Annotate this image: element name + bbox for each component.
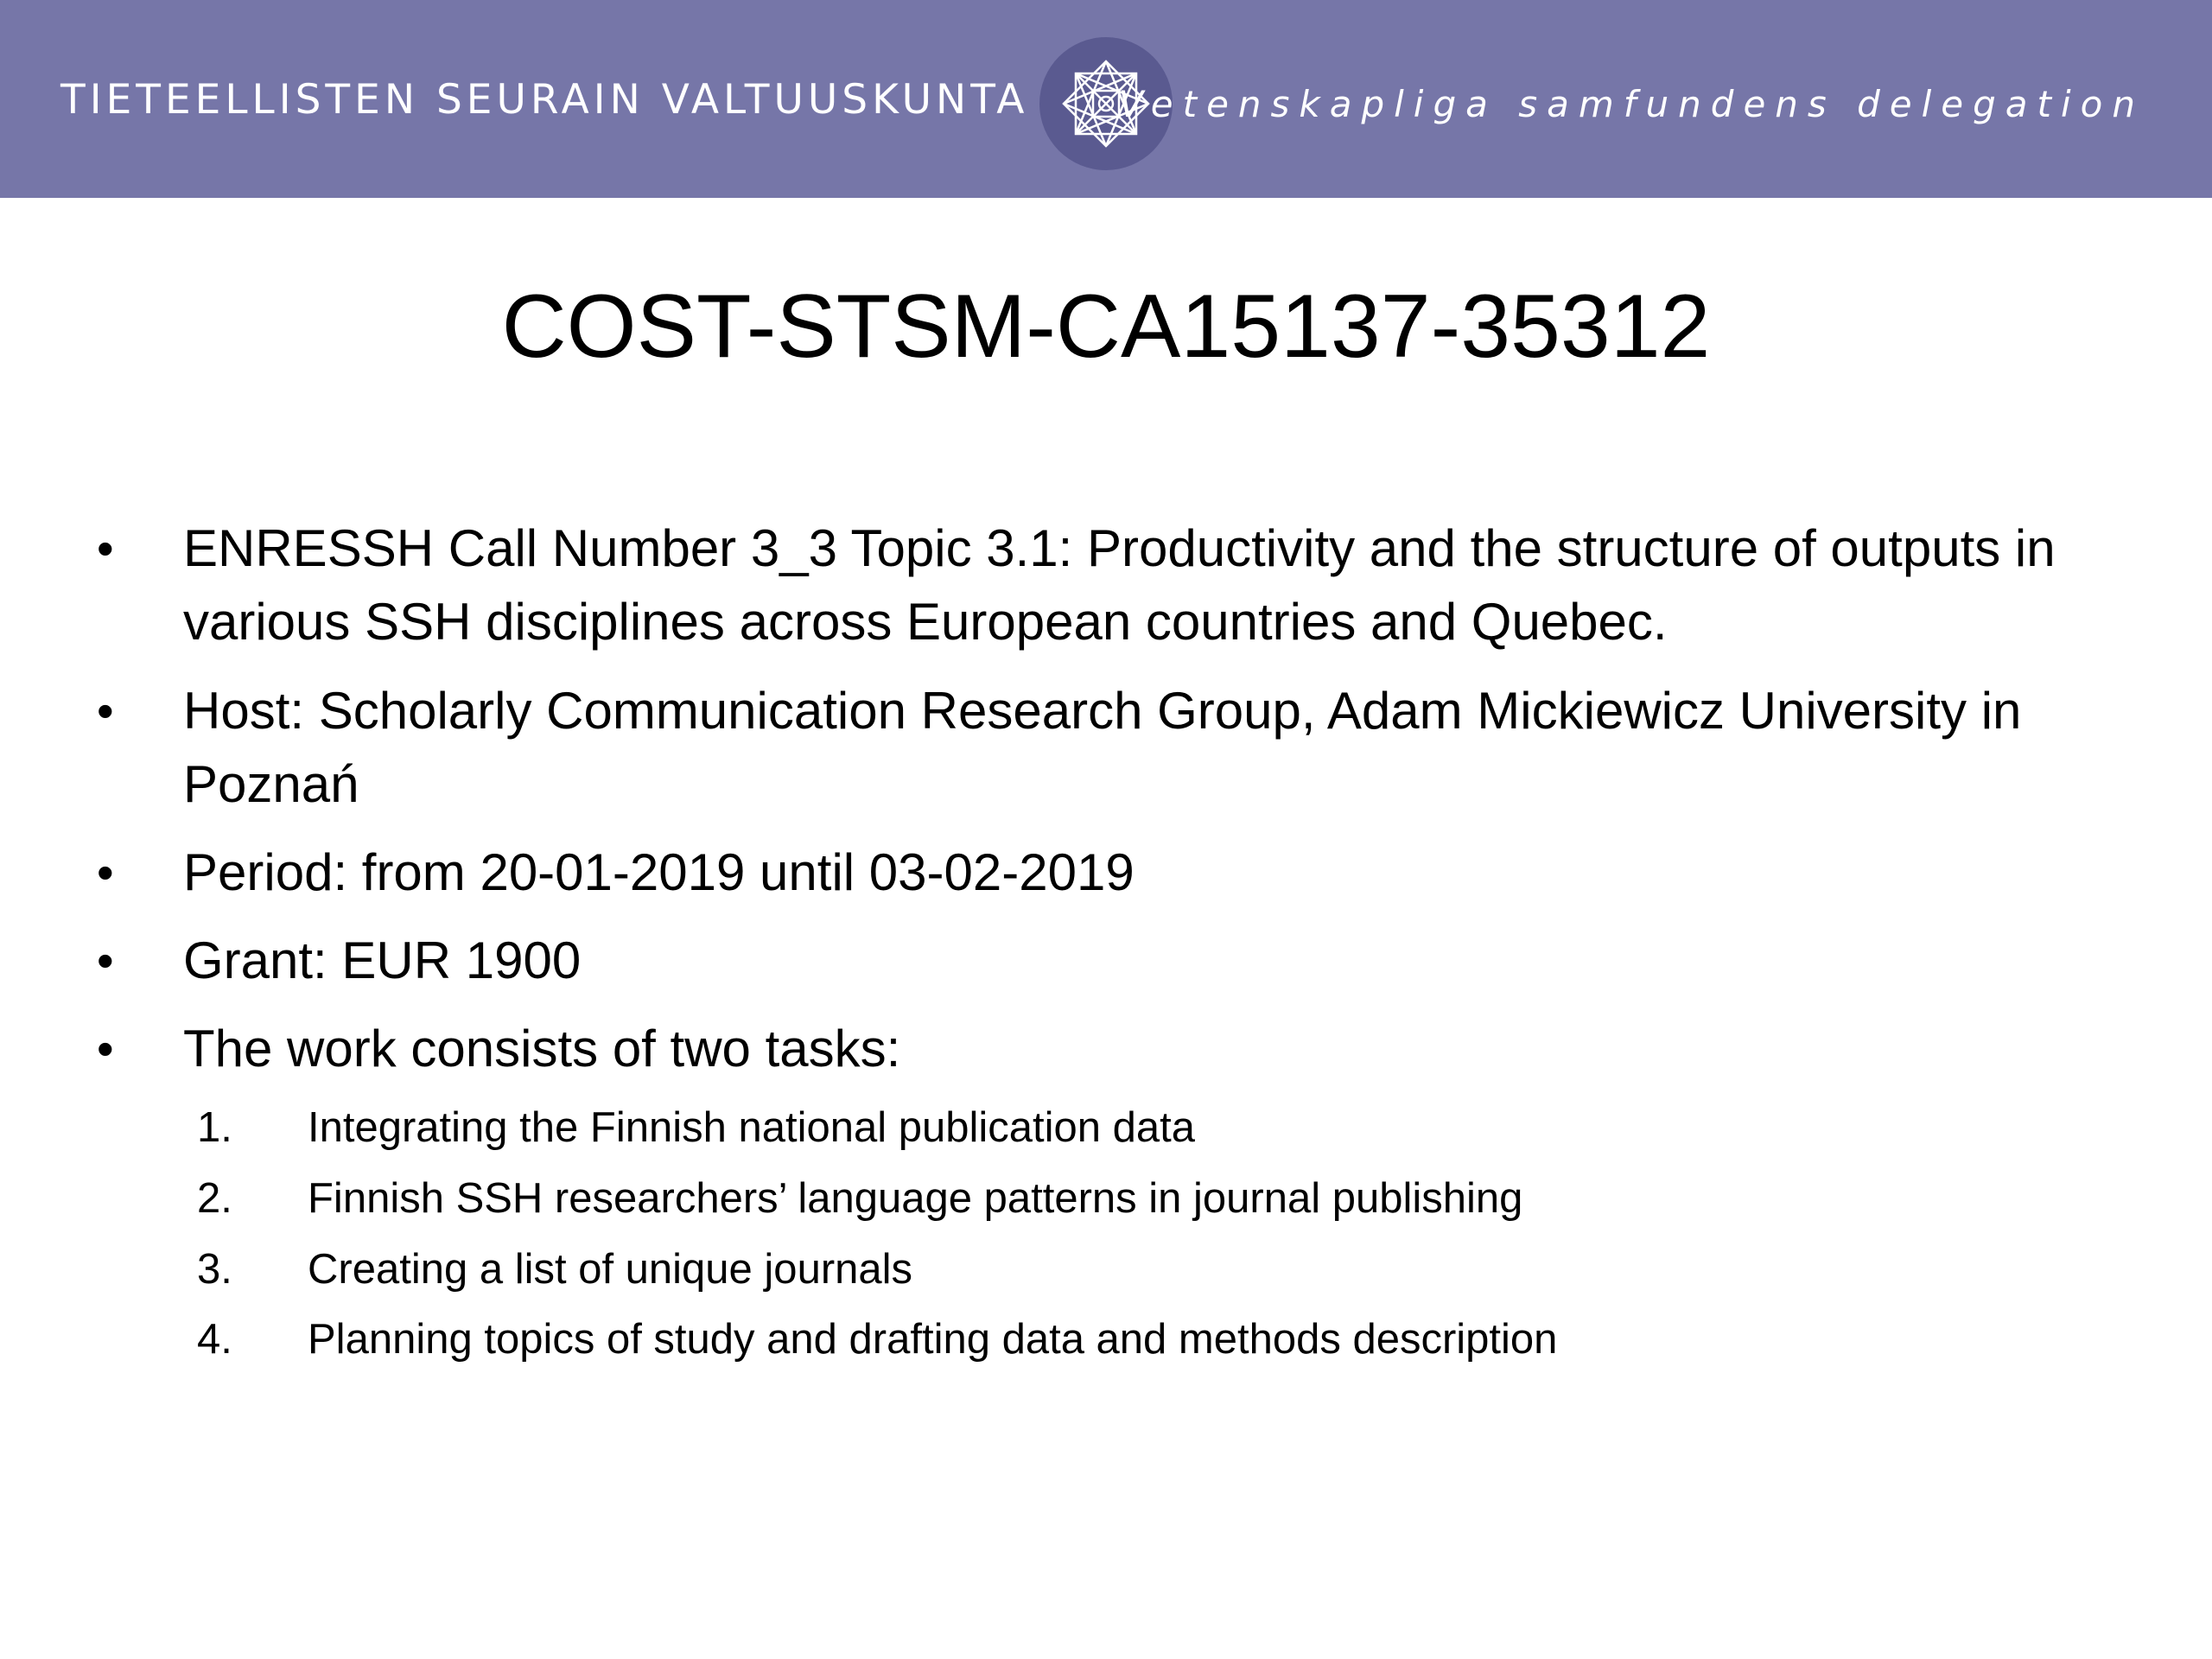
bullet-marker: • [97, 683, 114, 738]
task-number: 2. [197, 1175, 232, 1222]
bullet-marker: • [97, 845, 114, 899]
bullet-text: Period: from 20-01-2019 until 03-02-2019 [183, 843, 1135, 901]
bullet-text: ENRESSH Call Number 3_3 Topic 3.1: Productivity and the structure of outputs in various SSH disciplines across European countries and Quebec. [183, 519, 2056, 651]
slide-title: COST-STSM-CA15137-35312 [501, 276, 1711, 377]
task-text: Planning topics of study and drafting data and methods description [308, 1316, 1558, 1363]
bullet-marker: • [97, 521, 114, 575]
bullet-marker: • [97, 933, 114, 988]
header-banner [0, 0, 2212, 198]
task-text: Creating a list of unique journals [308, 1246, 913, 1293]
task-text: Finnish SSH researchers’ language patterns in journal publishing [308, 1175, 1523, 1222]
bullet-text: Host: Scholarly Communication Research Group, Adam Mickiewicz University in Poznań [183, 682, 2022, 813]
task-number: 1. [197, 1104, 232, 1151]
task-number: 4. [197, 1316, 232, 1363]
task-text: Integrating the Finnish national publication data [308, 1104, 1195, 1151]
bullet-text: The work consists of two tasks: [183, 1020, 901, 1077]
task-number: 3. [197, 1246, 232, 1293]
bullet-text: Grant: EUR 1900 [183, 931, 582, 989]
bullet-marker: • [97, 1021, 114, 1076]
banner-left-text: TIETEELLISTEN SEURAIN VALTUUSKUNTA [60, 76, 1029, 124]
banner-right-text: Vetenskapliga samfundens delegation [1118, 83, 2145, 125]
